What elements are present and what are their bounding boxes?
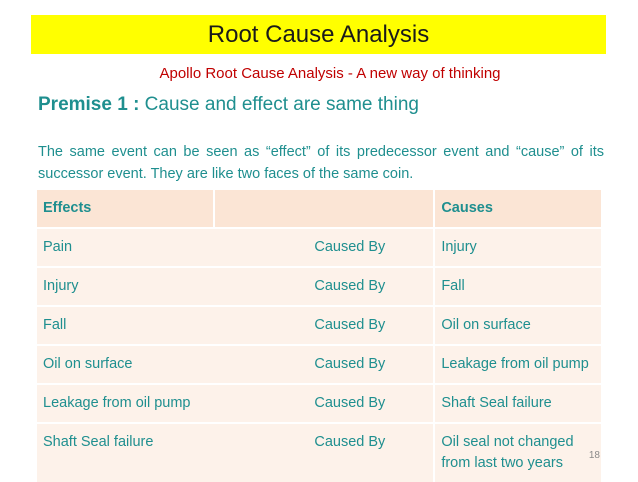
table-row xyxy=(37,383,601,422)
premise-label: Premise 1 : xyxy=(38,94,140,115)
table-row xyxy=(37,305,601,344)
relation-cell: Caused By xyxy=(213,266,434,305)
slide-subtitle: Apollo Root Cause Analysis - A new way of thinking xyxy=(159,65,501,82)
cause-cell: Oil on surface xyxy=(433,305,601,344)
relation-cell: Caused By xyxy=(213,422,434,482)
effect-cell: Injury xyxy=(37,266,213,305)
premise-heading xyxy=(38,94,419,116)
header-causes: Causes xyxy=(433,190,601,227)
effect-cell: Leakage from oil pump xyxy=(37,383,213,422)
effect-cell: Oil on surface xyxy=(37,344,213,383)
premise-text: Cause and effect are same thing xyxy=(139,94,419,115)
header-effects: Effects xyxy=(37,190,213,227)
relation-cell: Caused By xyxy=(213,383,434,422)
cause-cell: Oil seal not changed from last two years xyxy=(433,422,601,482)
slide-title-bar xyxy=(31,15,606,54)
header-middle xyxy=(213,190,434,227)
cause-cell: Shaft Seal failure xyxy=(433,383,601,422)
table-row xyxy=(37,266,601,305)
relation-cell: Caused By xyxy=(213,305,434,344)
premise-paragraph: The same event can be seen as “effect” of its predecessor event and “cause” of its successor event. They are like two faces of the same coin. xyxy=(38,144,604,182)
table-row xyxy=(37,344,601,383)
page-number: 18 xyxy=(588,450,600,461)
table-row xyxy=(37,422,601,482)
cause-effect-table xyxy=(37,190,601,482)
table-header-row xyxy=(37,190,601,227)
effect-cell: Shaft Seal failure xyxy=(37,422,213,482)
relation-cell: Caused By xyxy=(213,227,434,266)
table-row xyxy=(37,227,601,266)
effect-cell: Pain xyxy=(37,227,213,266)
slide-title: Root Cause Analysis xyxy=(207,20,430,48)
relation-cell: Caused By xyxy=(213,344,434,383)
cause-cell: Injury xyxy=(433,227,601,266)
effect-cell: Fall xyxy=(37,305,213,344)
cause-cell: Leakage from oil pump xyxy=(433,344,601,383)
cause-cell: Fall xyxy=(433,266,601,305)
